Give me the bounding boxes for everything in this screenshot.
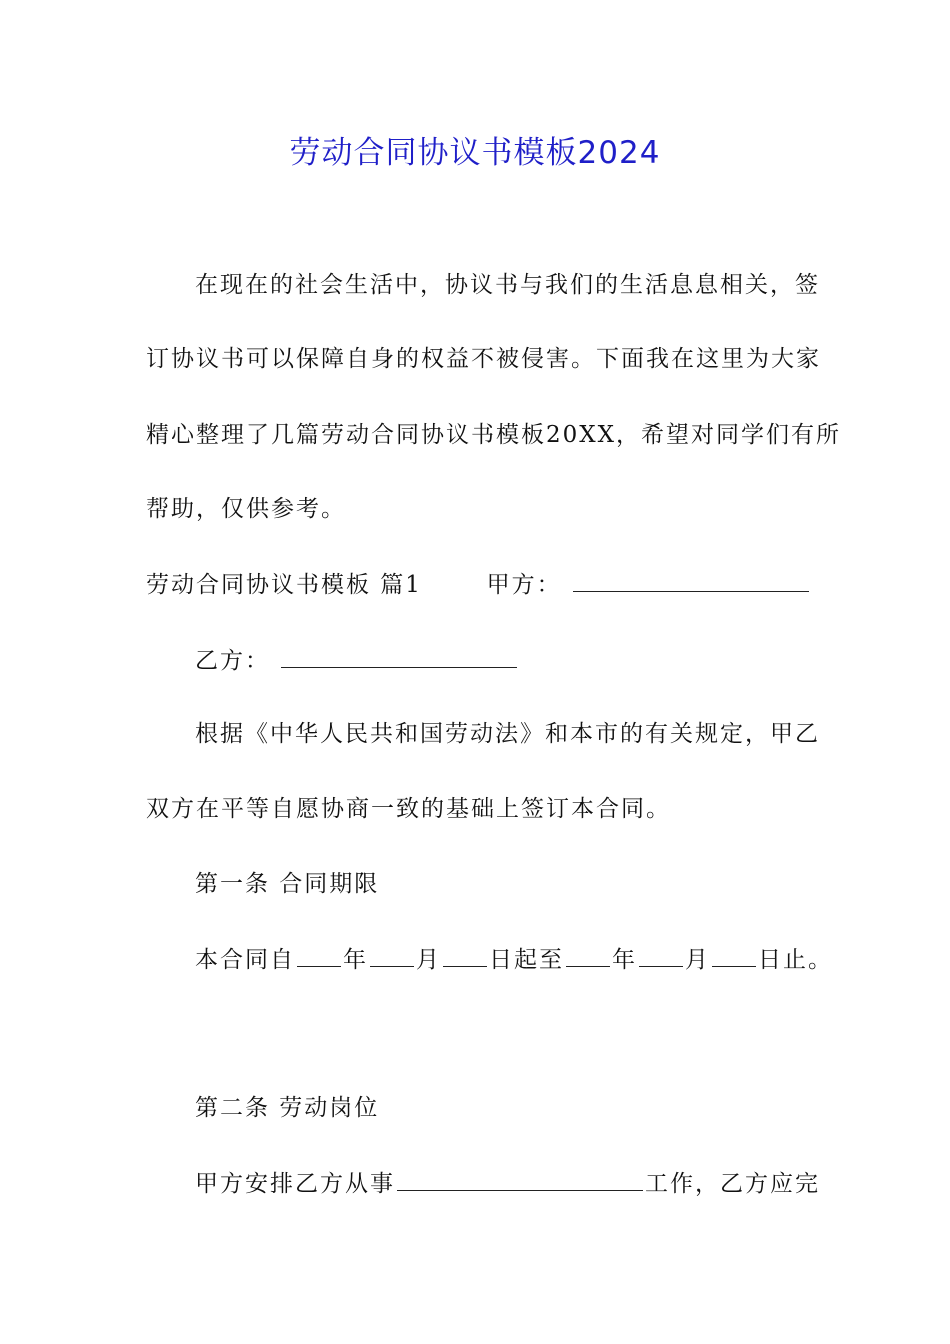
party-b-label: 乙方： <box>195 648 270 674</box>
section-heading: 劳动合同协议书模板 篇1 <box>146 572 422 598</box>
term-end-month-blank <box>639 944 683 967</box>
term-text-month-end: 月 <box>685 947 710 973</box>
contract-term-row <box>195 944 833 975</box>
job-text-after: 工作，乙方应完 <box>645 1171 820 1197</box>
term-end-year-blank <box>566 944 610 967</box>
job-blank <box>397 1168 643 1191</box>
term-text-from: 本合同自 <box>195 947 295 973</box>
intro-line-3: 精心整理了几篇劳动合同协议书模板20XX，希望对同学们有所 <box>146 422 842 448</box>
term-end-day-blank <box>712 944 756 967</box>
intro-line-2: 订协议书可以保障自身的权益不被侵害。下面我在这里为大家 <box>146 346 821 372</box>
term-text-year: 年 <box>343 947 368 973</box>
job-text-before: 甲方安排乙方从事 <box>195 1171 395 1197</box>
basis-line-1: 根据《中华人民共和国劳动法》和本市的有关规定，甲乙 <box>195 721 820 747</box>
section-heading-row <box>146 569 811 600</box>
intro-line-1: 在现在的社会生活中，协议书与我们的生活息息相关，签 <box>195 272 820 298</box>
party-b-blank <box>281 645 517 668</box>
term-start-month-blank <box>370 944 414 967</box>
document-title: 劳动合同协议书模板2024 <box>289 135 661 171</box>
term-text-end: 日止。 <box>758 947 833 973</box>
article-1-title: 第一条 合同期限 <box>195 871 380 897</box>
term-text-to: 日起至 <box>489 947 564 973</box>
term-start-day-blank <box>443 944 487 967</box>
party-a-blank <box>573 569 809 592</box>
term-text-year-end: 年 <box>612 947 637 973</box>
term-text-month: 月 <box>416 947 441 973</box>
basis-line-2: 双方在平等自愿协商一致的基础上签订本合同。 <box>146 796 671 822</box>
party-a-label: 甲方： <box>486 572 562 598</box>
party-b-row <box>195 645 519 676</box>
job-assignment-row <box>195 1168 820 1199</box>
term-start-year-blank <box>297 944 341 967</box>
intro-line-4: 帮助，仅供参考。 <box>146 496 346 522</box>
article-2-title: 第二条 劳动岗位 <box>195 1095 380 1121</box>
